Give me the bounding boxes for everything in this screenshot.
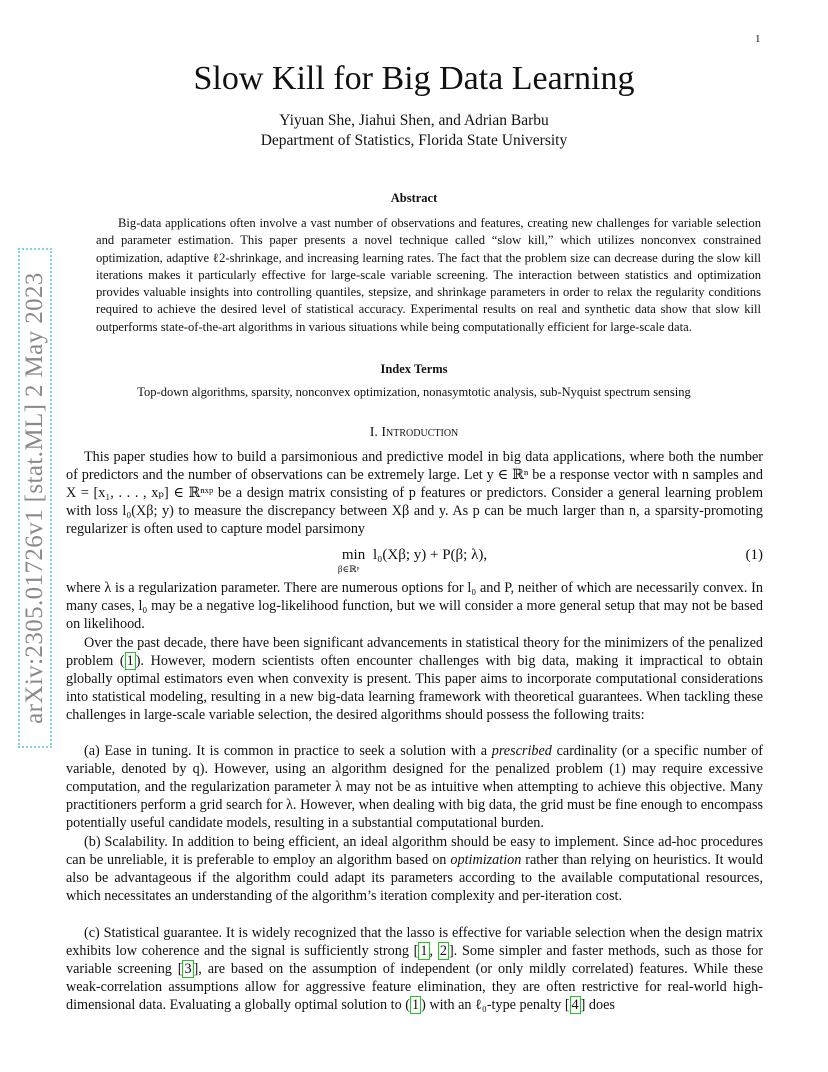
authors: Yiyuan She, Jiahui Shen, and Adrian Barbu	[279, 112, 549, 129]
paragraph-statistical-guarantee	[66, 924, 763, 1014]
emphasis-prescribed: prescribed	[491, 743, 552, 759]
paragraph-text: ). However, modern scientists often encounter challenges with big data, making it impractical to obtain globally optimal estimators even when convexity is present. This paper aims to incorporate computational considerations into statistical modeling, resulting in a new big-data learning framework with theoretical guarantees. When tackling these challenges in large-scale variable selection, the desired algorithms should possess the following traits:	[66, 653, 763, 724]
equation-subscript: β∈ℝᵖ	[337, 564, 360, 574]
paragraph-text: ] does	[580, 997, 615, 1014]
section-title: Introduction	[381, 425, 459, 440]
paragraph-text: ], are based on the assumption of independent (or only mildly correlated) features. While these weak-correlation assumptions allow for aggressive feature elimination, they are often restrictive for real-world high-dimensional data. Evaluating a globally optimal solution to (	[66, 961, 763, 1014]
abstract-text: Big-data applications often involve a vast number of observations and features, creating new challenges for variable selection and parameter estimation. This paper presents a novel technique called “slow kill,” which utilizes nonconvex constrained optimization, adaptive ℓ2-shrinkage, and increasing learning rates. The fact that the problem size can decrease during the slow kill iterations makes it particularly effective for large-scale variable screening. The interaction between statistics and optimization provides valuable insights into controlling quantiles, stepsize, and shrinkage parameters in order to relax the regularity conditions required to achieve the desired level of statistical accuracy. Experimental results on real and synthetic data show that slow kill outperforms state-of-the-art algorithms in various situations while being computationally efficient for large-scale data.	[96, 216, 761, 334]
paragraph-ease-in-tuning	[66, 742, 763, 832]
equation-operator: min	[341, 547, 366, 563]
page-number: 1	[755, 33, 761, 45]
paragraph-text: rather than relying on heuristics. It would also be advantageous if the algorithm could adapt its parameters according to the available computational resources, which necessitates an understanding of the algorithm’s iteration complexity and per-iteration cost.	[66, 852, 763, 905]
paragraph-lambda: where λ is a regularization parameter. There are numerous options for l₀ and P, neither of which are necessarily convex. In many cases, l₀ may be a negative log-likelihood function, but we will consider a more general setup that may not be based on likelihood.	[66, 580, 763, 633]
citation-link[interactable]: 4	[571, 997, 579, 1014]
paragraph-text: cardinality (or a specific number of variable, denoted by q). However, using an algorithm designed for the penalized problem (1) may require excessive computation, and the regularization parameter λ may not be as intuitive when attempting to achieve this objective. Many practitioners perform a grid search for λ. However, when dealing with big data, the grid must be fine enough to encompass potentially useful candidate models, resulting in a substantial computational burden.	[66, 743, 763, 832]
paragraph-text: ]. Some simpler and faster methods, such as those for variable screening [	[66, 943, 764, 978]
paragraph-text: (c) Statistical guarantee. It is widely recognized that the lasso is effective for variable selection when the design matrix exhibits low coherence and the signal is sufficiently strong [	[66, 925, 763, 960]
paragraph-intro: This paper studies how to build a parsimonious and predictive model in big data applications, where both the number of predictors and the number of observations can be extremely large. Let y ∈ ℝⁿ be a response vector with n samples and X = [x₁, . . . , xₚ] ∈ ℝⁿˣᵖ be a design matrix consisting of p features or predictors. Consider a general learning problem with loss l₀(Xβ; y) to measure the discrepancy between Xβ and y. As p can be much larger than n, a sparsity-promoting regularizer is often used to capture model parsimony	[66, 449, 763, 538]
citation-link[interactable]: 2	[439, 943, 447, 960]
equation-reference-link[interactable]: 1	[412, 997, 420, 1014]
equation-reference-link[interactable]: 1	[126, 653, 134, 670]
arxiv-stamp-text: arXiv:2305.01726v1 [stat.ML] 2 May 2023	[21, 272, 49, 724]
index-terms-heading: Index Terms	[380, 362, 448, 376]
equation-expression: l₀(Xβ; y) + P(β; λ),	[372, 547, 488, 563]
citation-separator: ,	[429, 943, 438, 960]
paper-title: Slow Kill for Big Data Learning	[193, 60, 635, 97]
abstract-heading: Abstract	[390, 191, 438, 205]
equation-number: (1)	[745, 547, 763, 563]
section-number: I.	[369, 425, 378, 440]
paragraph-text: (b) Scalability. In addition to being efficient, an ideal algorithm should be easy to implement. Since ad-hoc procedures can be unreliable, it is preferable to employ an algorithm based on	[66, 834, 763, 869]
arxiv-stamp[interactable]	[18, 248, 52, 748]
index-terms-text: Top-down algorithms, sparsity, nonconvex optimization, nonasymtotic analysis, sub-Nyquist spectrum sensing	[137, 385, 691, 399]
equation-1	[66, 545, 763, 574]
section-heading	[0, 425, 828, 441]
paragraph-text: Over the past decade, there have been significant advancements in statistical theory for the minimizers of the penalized problem (	[66, 635, 763, 670]
equation-min	[337, 547, 366, 574]
paragraph-text: (a) Ease in tuning. It is common in practice to seek a solution with a	[84, 743, 492, 759]
paragraph-scalability	[66, 833, 763, 905]
paragraph-text: ) with an ℓ₀-type penalty [	[421, 997, 570, 1014]
emphasis-optimization: optimization	[450, 852, 522, 869]
equation-formula	[66, 547, 763, 574]
citation-link[interactable]: 3	[184, 961, 192, 978]
citation-link[interactable]: 1	[420, 943, 428, 960]
affiliation: Department of Statistics, Florida State University	[260, 132, 568, 149]
paragraph-advancements	[66, 634, 763, 724]
